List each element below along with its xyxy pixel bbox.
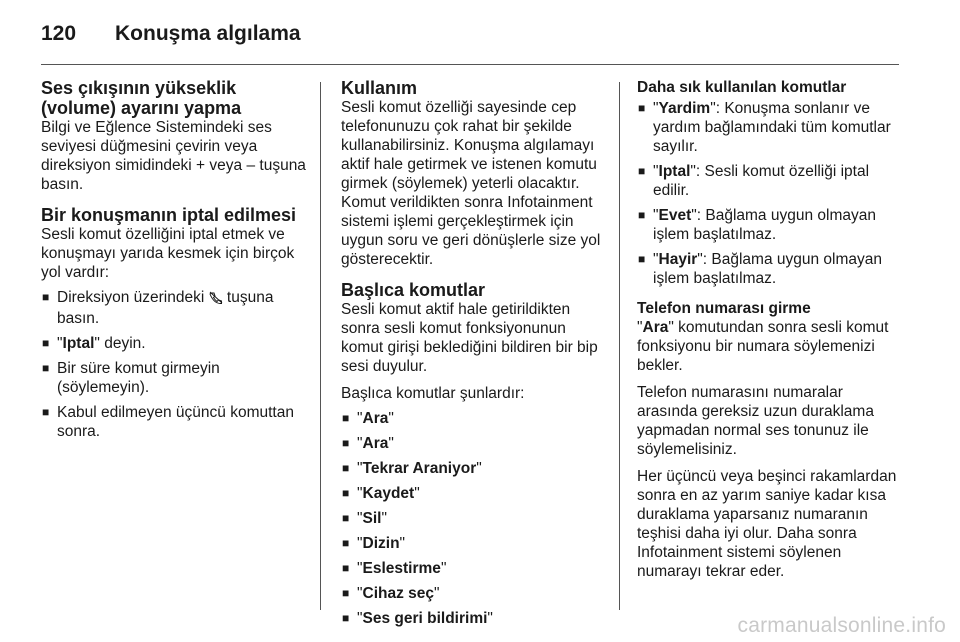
phone-cancel-icon bbox=[209, 290, 223, 309]
command-description: ": Bağlama uygun olmayan işlem başlatılmaz. bbox=[653, 207, 876, 243]
quote-mark: " bbox=[476, 460, 482, 477]
command-name: Ses geri bildirimi bbox=[362, 610, 488, 627]
command-name: Cihaz seç bbox=[362, 585, 435, 602]
list-item: ■ Kabul edilmeyen üçüncü komuttan sonra. bbox=[41, 403, 311, 441]
list-item-text: tuşuna basın. bbox=[57, 289, 274, 327]
command-description: ": Bağlama uygun olmayan işlem başlatılmaz. bbox=[653, 251, 883, 287]
quote-mark: " bbox=[653, 207, 659, 224]
command-name: Iptal bbox=[62, 335, 95, 352]
list-item bbox=[341, 559, 611, 578]
list-item bbox=[637, 162, 905, 200]
list-item bbox=[41, 334, 311, 353]
main-commands-text: Sesli komut aktif hale getirildikten sonra sesli komut fonksiyonunun komut girişi beklediğini bildiren bir bip sesi duyulur. bbox=[341, 301, 598, 375]
command-name: Eslestirme bbox=[362, 560, 441, 577]
list-item bbox=[341, 409, 611, 428]
command-name: Hayir bbox=[658, 251, 698, 268]
quote-mark: " bbox=[357, 535, 363, 552]
list-item bbox=[341, 609, 611, 628]
list-item bbox=[637, 99, 905, 156]
quote-mark: " bbox=[399, 535, 406, 552]
quote-mark: " bbox=[57, 335, 63, 352]
frequent-commands-list bbox=[637, 99, 905, 288]
frequent-commands-heading: Daha sık kullanılan komutlar bbox=[637, 79, 847, 96]
column-1 bbox=[41, 78, 311, 447]
volume-text: Bilgi ve Eğlence Sistemindeki ses seviyesi düğmesini çevirin veya direksiyon simidindeki + veya – tuşuna basın. bbox=[41, 119, 306, 193]
main-commands-list bbox=[341, 409, 611, 628]
command-name: Iptal bbox=[658, 163, 691, 180]
watermark: carmanualsonline.info bbox=[737, 614, 946, 637]
page-header bbox=[41, 14, 301, 54]
column-2 bbox=[341, 78, 611, 634]
command-name: Dizin bbox=[362, 535, 400, 552]
quote-mark: " bbox=[440, 560, 447, 577]
list-item bbox=[41, 288, 311, 328]
quote-mark: " bbox=[357, 510, 363, 527]
usage-text: Sesli komut özelliği sayesinde cep telefonunuzu çok rahat bir şekilde kullanabilirsiniz. Konuşma algılamayı aktif hale getirmek ve istenen komutu girmek (söylemek) yeterli olacaktır. Komut verildikten sonra Infotainment sistemi işlemi gerçekleştirmek için uygun soru ve geri dönüşlerle size yol gösterecektir. bbox=[341, 99, 601, 268]
paragraph-text: " komutundan sonra sesli komut fonksiyonu bir numara söylemenizi bekler. bbox=[637, 319, 889, 374]
list-item: ■ Bir süre komut girmeyin (söylemeyin). bbox=[41, 359, 311, 397]
quote-mark: " bbox=[357, 435, 363, 452]
quote-mark: " bbox=[357, 560, 363, 577]
command-name: Kaydet bbox=[362, 485, 415, 502]
command-name: Evet bbox=[658, 207, 692, 224]
quote-mark: " bbox=[653, 100, 659, 117]
volume-heading: Ses çıkışının yükseklik (volume) ayarını yapma bbox=[41, 78, 242, 118]
command-name: Ara bbox=[362, 435, 389, 452]
phone-number-text-2: Telefon numarasını numaralar arasında gereksiz uzun duraklama yapmadan normal ses tonunuz ile söylemelisiniz. bbox=[637, 384, 874, 458]
cancel-list bbox=[41, 288, 311, 441]
page-title: Konuşma algılama bbox=[115, 22, 301, 45]
list-item bbox=[637, 206, 905, 244]
command-name: Ara bbox=[642, 319, 669, 336]
list-item-text: Direksiyon üzerindeki bbox=[57, 289, 209, 306]
main-commands-intro: Başlıca komutlar şunlardır: bbox=[341, 385, 525, 402]
header-rule bbox=[41, 64, 899, 65]
column-divider-right bbox=[619, 82, 620, 610]
command-name: Tekrar Araniyor bbox=[362, 460, 477, 477]
command-name: Sil bbox=[362, 510, 382, 527]
list-item bbox=[341, 509, 611, 528]
command-name: Yardim bbox=[658, 100, 711, 117]
list-item bbox=[341, 534, 611, 553]
command-description: ": Konuşma sonlanır ve yardım bağlamındaki tüm komutlar sayılır. bbox=[653, 100, 891, 155]
quote-mark: " bbox=[357, 410, 363, 427]
list-item-text: " deyin. bbox=[94, 335, 146, 352]
quote-mark: " bbox=[388, 435, 394, 452]
main-commands-heading: Başlıca komutlar bbox=[341, 280, 486, 300]
list-item bbox=[341, 434, 611, 453]
quote-mark: " bbox=[414, 485, 420, 502]
cancel-heading: Bir konuşmanın iptal edilmesi bbox=[41, 205, 297, 225]
phone-number-heading: Telefon numarası girme bbox=[637, 300, 811, 317]
command-name: Ara bbox=[362, 410, 389, 427]
quote-mark: " bbox=[381, 510, 387, 527]
list-item bbox=[341, 459, 611, 478]
quote-mark: " bbox=[388, 410, 394, 427]
quote-mark: " bbox=[653, 163, 659, 180]
phone-number-text-3: Her üçüncü veya beşinci rakamlardan sonra en az yarım saniye kadar kısa duraklama yaparsanız numaranın teşhisi daha iyi olur. Daha sonra Infotainment sistemi söylenen numarayı tekrar eder. bbox=[637, 468, 897, 580]
command-description: ": Sesli komut özelliği iptal edilir. bbox=[653, 163, 870, 199]
quote-mark: " bbox=[357, 585, 363, 602]
column-3 bbox=[637, 78, 905, 581]
quote-mark: " bbox=[357, 460, 363, 477]
phone-number-text bbox=[637, 318, 905, 375]
quote-mark: " bbox=[357, 610, 363, 627]
list-item bbox=[341, 484, 611, 503]
quote-mark: " bbox=[434, 585, 440, 602]
quote-mark: " bbox=[637, 319, 643, 336]
page-number: 120 bbox=[41, 22, 77, 45]
column-divider-left bbox=[320, 82, 321, 610]
list-item bbox=[341, 584, 611, 603]
list-item bbox=[637, 250, 905, 288]
quote-mark: " bbox=[487, 610, 493, 627]
quote-mark: " bbox=[653, 251, 659, 268]
usage-heading: Kullanım bbox=[341, 78, 418, 98]
cancel-text: Sesli komut özelliğini iptal etmek ve konuşmayı yarıda kesmek için birçok yol vardır: bbox=[41, 226, 295, 281]
quote-mark: " bbox=[357, 485, 363, 502]
